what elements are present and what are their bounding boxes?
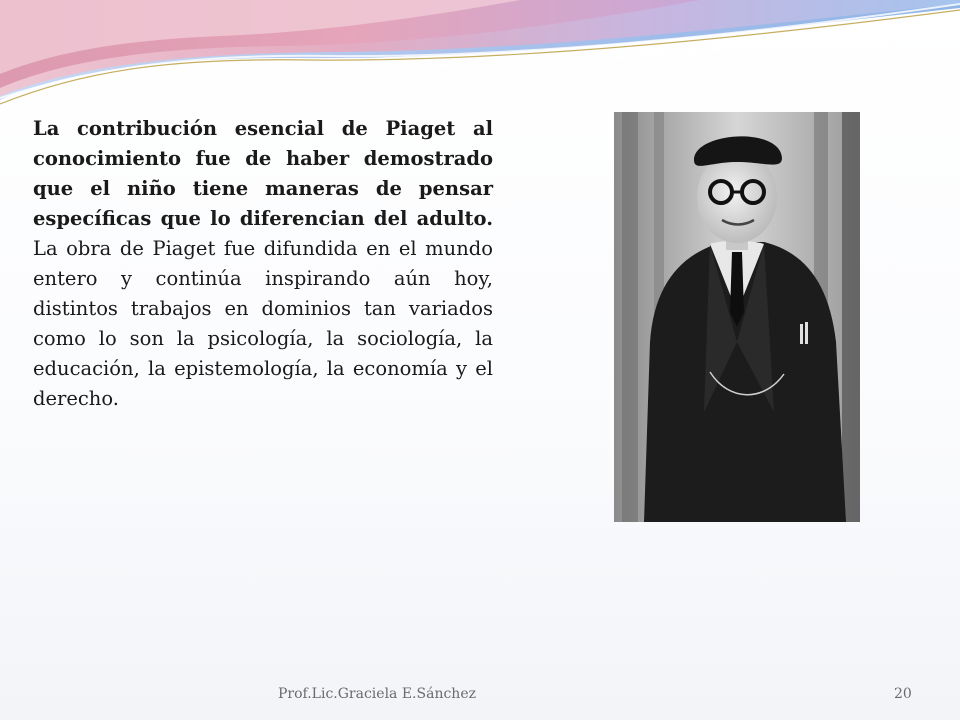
body-emphasis: La contribución esencial de Piaget al conocimiento fue de haber demostrado que el niño tiene maneras de pensar específicas que lo diferencian del adulto.: [33, 117, 493, 230]
footer-author: Prof.Lic.Graciela E.Sánchez: [278, 686, 476, 702]
portrait-photo-icon: [614, 112, 860, 522]
body-paragraph: [33, 114, 493, 414]
page-number: 20: [894, 686, 912, 702]
body-text: La obra de Piaget fue difundida en el mundo entero y continúa inspirando aún hoy, distintos trabajos en dominios tan variados como lo son la psicología, la sociología, la educación, la epistemología, la economía y el derecho.: [33, 237, 493, 410]
header-swoosh-decoration: [0, 0, 960, 110]
portrait-photo: [614, 112, 860, 522]
